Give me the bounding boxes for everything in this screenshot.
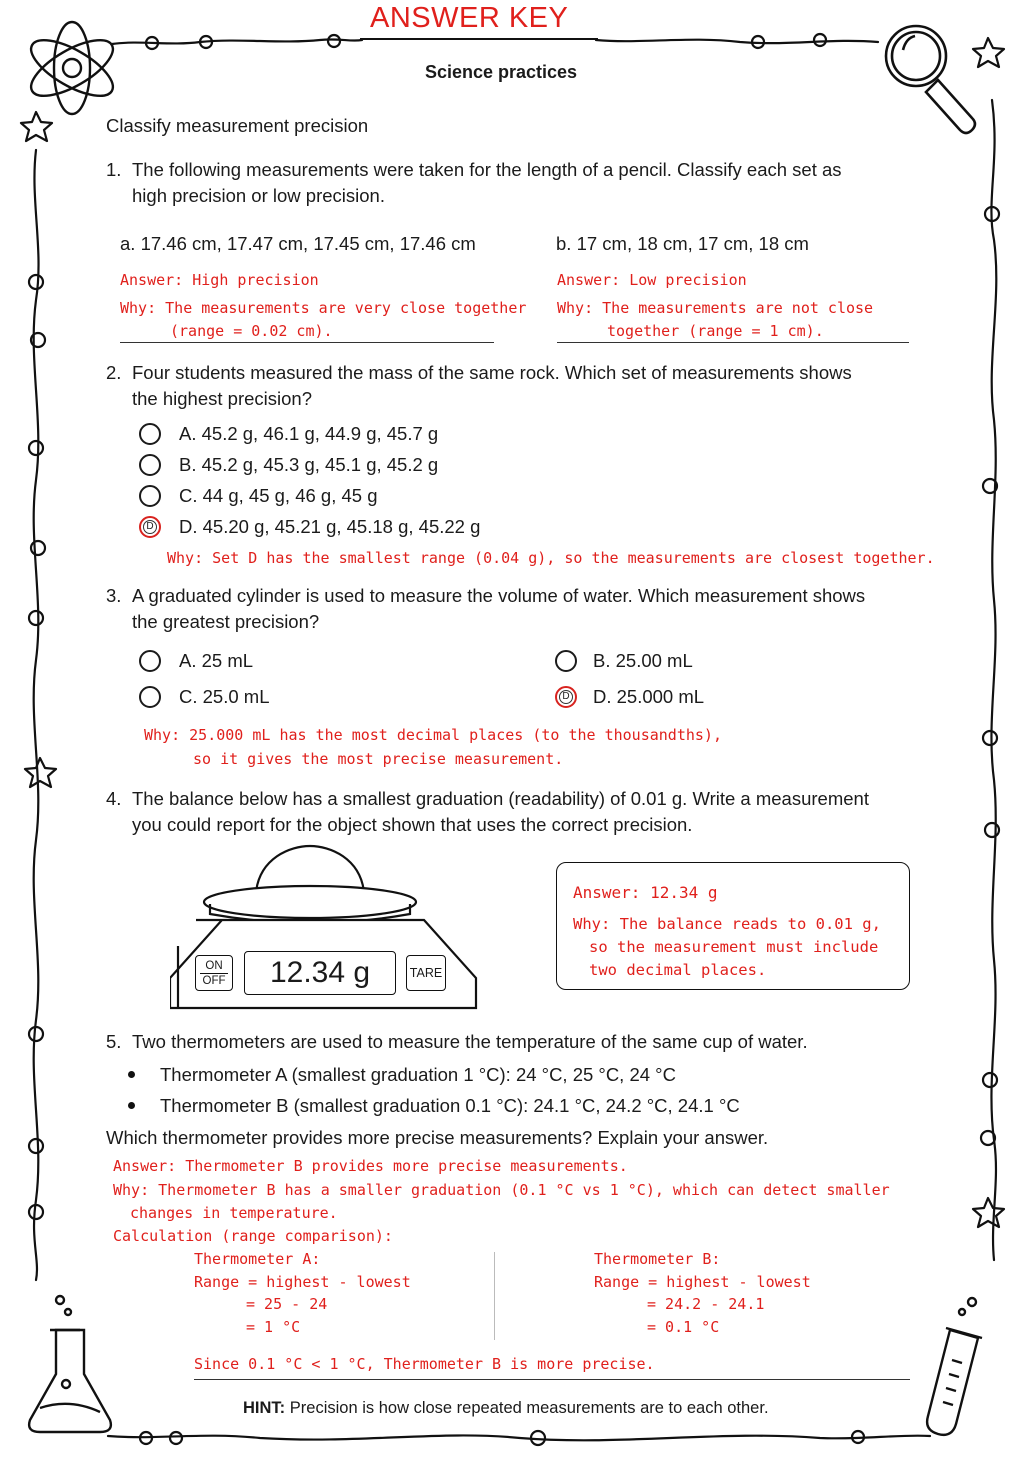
q1a-answer-line bbox=[120, 342, 494, 343]
q2-number: 2. bbox=[106, 362, 122, 383]
on-off-button[interactable]: ON OFF bbox=[195, 955, 233, 991]
flask-icon bbox=[29, 1296, 111, 1432]
bullet-dot bbox=[128, 1071, 135, 1078]
q4-why-line3: two decimal places. bbox=[589, 961, 767, 979]
q2-option-b-radio[interactable] bbox=[139, 454, 161, 476]
hint-text: Precision is how close repeated measurements are to each other. bbox=[289, 1399, 769, 1417]
q3-option-a-radio[interactable] bbox=[139, 650, 161, 672]
star-icon bbox=[21, 112, 52, 141]
q5-bullet-a: Thermometer A (smallest graduation 1 °C): 24 °C, 25 °C, 24 °C bbox=[160, 1064, 676, 1085]
q1b-answer: Answer: Low precision bbox=[557, 271, 747, 289]
calc-b-title: Thermometer B: bbox=[594, 1250, 721, 1268]
bullet-dot bbox=[128, 1102, 135, 1109]
q3-why-line2: so it gives the most precise measurement. bbox=[193, 750, 564, 768]
title-underline bbox=[360, 38, 598, 40]
q3-option-b[interactable]: B. 25.00 mL bbox=[593, 650, 693, 671]
star-icon bbox=[25, 758, 56, 787]
q2-option-d[interactable]: D. 45.20 g, 45.21 g, 45.18 g, 45.22 g bbox=[179, 516, 481, 537]
calc-b-result: = 0.1 °C bbox=[647, 1318, 720, 1336]
q2-option-c[interactable]: C. 44 g, 45 g, 46 g, 45 g bbox=[179, 485, 378, 506]
q3-text: A graduated cylinder is used to measure the volume of water. Which measurement shows the greatest precision? bbox=[132, 585, 866, 632]
balance-display: 12.34 g bbox=[244, 951, 396, 995]
q5-bullet-b: Thermometer B (smallest graduation 0.1 °C): 24.1 °C, 24.2 °C, 24.1 °C bbox=[160, 1095, 740, 1116]
section-title: Classify measurement precision bbox=[106, 115, 369, 136]
calc-a-result: = 1 °C bbox=[246, 1318, 301, 1336]
q1-text: The following measurements were taken for the length of a pencil. Classify each set as high precision or low precision. bbox=[132, 159, 842, 206]
left-border-line bbox=[34, 150, 39, 1280]
q5-why-line2: changes in temperature. bbox=[130, 1204, 338, 1222]
calc-a-formula: Range = highest - lowest bbox=[194, 1273, 411, 1291]
q3-number: 3. bbox=[106, 585, 122, 606]
q2-option-b[interactable]: B. 45.2 g, 45.3 g, 45.1 g, 45.2 g bbox=[179, 454, 439, 475]
q4-answer: Answer: 12.34 g bbox=[573, 883, 718, 902]
calc-divider bbox=[494, 1252, 495, 1340]
q5-calc-title: Calculation (range comparison): bbox=[113, 1227, 393, 1245]
top-border-line bbox=[112, 39, 362, 44]
q1a-label: a. 17.46 cm, 17.47 cm, 17.45 cm, 17.46 cm bbox=[120, 233, 476, 254]
q2-option-a-radio[interactable] bbox=[139, 423, 161, 445]
q1b-answer-line bbox=[557, 342, 909, 343]
q3-option-b-radio[interactable] bbox=[555, 650, 577, 672]
q3-option-d-radio-selected[interactable]: D bbox=[555, 686, 577, 708]
calc-a-step: = 25 - 24 bbox=[246, 1295, 328, 1313]
star-icon bbox=[973, 1198, 1004, 1227]
answer-key-title: ANSWER KEY bbox=[370, 2, 569, 34]
q5-question: Which thermometer provides more precise measurements? Explain your answer. bbox=[106, 1127, 769, 1148]
q5-why-line1: Why: Thermometer B has a smaller graduation (0.1 °C vs 1 °C), which can detect smaller bbox=[113, 1181, 890, 1199]
q5-text: Two thermometers are used to measure the temperature of the same cup of water. bbox=[132, 1031, 808, 1052]
q5-number: 5. bbox=[106, 1031, 122, 1052]
calc-b-formula: Range = highest - lowest bbox=[594, 1273, 811, 1291]
hint-label: HINT: bbox=[243, 1399, 286, 1417]
q4-number: 4. bbox=[106, 788, 122, 809]
calc-a-title: Thermometer A: bbox=[194, 1250, 321, 1268]
q1b-why-line1: Why: The measurements are not close bbox=[557, 299, 874, 317]
calc-b-step: = 24.2 - 24.1 bbox=[647, 1295, 765, 1313]
q3-why-line1: Why: 25.000 mL has the most decimal places (to the thousandths), bbox=[144, 726, 722, 744]
test-tube-icon bbox=[927, 1298, 982, 1435]
q2-option-d-radio-selected[interactable]: D bbox=[139, 516, 161, 538]
q4-why-line1: Why: The balance reads to 0.01 g, bbox=[573, 915, 881, 933]
q1-number: 1. bbox=[106, 159, 122, 180]
q5-conclusion: Since 0.1 °C < 1 °C, Thermometer B is more precise. bbox=[194, 1355, 655, 1373]
q1a-why-line1: Why: The measurements are very close together bbox=[120, 299, 527, 317]
q5-answer: Answer: Thermometer B provides more precise measurements. bbox=[113, 1157, 628, 1175]
hint bbox=[243, 1399, 769, 1418]
q3-option-a[interactable]: A. 25 mL bbox=[179, 650, 254, 671]
page-subtitle: Science practices bbox=[424, 62, 578, 82]
q2-text: Four students measured the mass of the same rock. Which set of measurements shows the highest precision? bbox=[132, 362, 852, 409]
q4-text: The balance below has a smallest graduation (readability) of 0.01 g. Write a measurement you could report for the object shown that uses the correct precision. bbox=[132, 788, 869, 835]
q1a-answer: Answer: High precision bbox=[120, 271, 319, 289]
q5-answer-line bbox=[194, 1379, 910, 1380]
q1b-label: b. 17 cm, 18 cm, 17 cm, 18 cm bbox=[556, 233, 809, 254]
q1b-why-line2: together (range = 1 cm). bbox=[607, 322, 824, 340]
q1a-why-line2: (range = 0.02 cm). bbox=[170, 322, 333, 340]
q2-why: Why: Set D has the smallest range (0.04 g), so the measurements are closest together. bbox=[167, 549, 935, 567]
q2-option-c-radio[interactable] bbox=[139, 485, 161, 507]
tare-button[interactable]: TARE bbox=[406, 955, 446, 991]
q3-option-d[interactable]: D. 25.000 mL bbox=[593, 686, 705, 707]
q2-option-a[interactable]: A. 45.2 g, 46.1 g, 44.9 g, 45.7 g bbox=[179, 423, 439, 444]
q3-option-c[interactable]: C. 25.0 mL bbox=[179, 686, 270, 707]
q4-why-line2: so the measurement must include bbox=[589, 938, 879, 956]
q3-option-c-radio[interactable] bbox=[139, 686, 161, 708]
